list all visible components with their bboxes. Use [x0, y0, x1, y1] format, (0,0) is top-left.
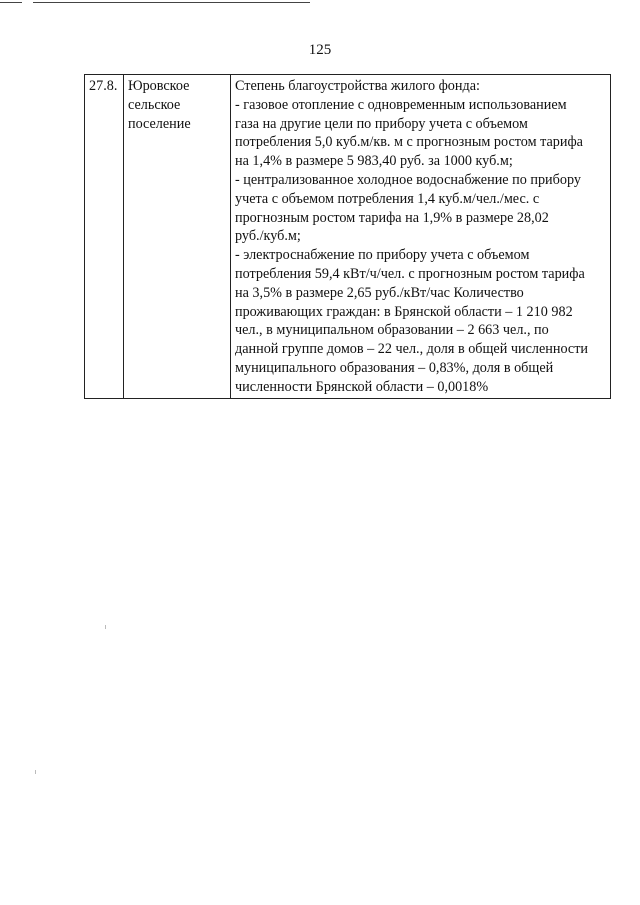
- description-line: муниципального образования – 0,83%, доля в общей: [235, 359, 554, 376]
- description-line: данной группе домов – 22 чел., доля в общей численности: [235, 341, 588, 358]
- description-line: на 3,5% в размере 2,65 руб./кВт/час Количество: [235, 284, 524, 301]
- settlement-name-line: поселение: [128, 115, 191, 132]
- tariff-table: [84, 74, 611, 399]
- settlement-name-line: Юровское: [128, 78, 190, 94]
- description-line: проживающих граждан: в Брянской области – 1 210 982: [235, 303, 573, 320]
- table-row: [85, 75, 611, 399]
- description-line: руб./куб.м;: [235, 228, 301, 245]
- row-number-cell: 27.8.: [85, 75, 124, 399]
- header-rule: [33, 2, 310, 3]
- description-line: потребления 5,0 куб.м/кв. м с прогнозным ростом тарифа: [235, 134, 583, 151]
- description-line: - централизованное холодное водоснабжение по прибору: [235, 171, 581, 188]
- page-number: 125: [308, 42, 332, 58]
- description-cell: [231, 75, 611, 399]
- description-line: - газовое отопление с одновременным использованием: [235, 96, 567, 113]
- settlement-name-cell: [124, 75, 231, 399]
- description-line: Степень благоустройства жилого фонда:: [235, 78, 480, 94]
- description-line: учета с объемом потребления 1,4 куб.м/чел./мес. с: [235, 190, 540, 207]
- settlement-name-line: сельское: [128, 96, 181, 113]
- description-line: газа на другие цели по прибору учета с объемом: [235, 115, 528, 132]
- description-line: потребления 59,4 кВт/ч/чел. с прогнозным ростом тарифа: [235, 265, 585, 282]
- description-line: на 1,4% в размере 5 983,40 руб. за 1000 куб.м;: [235, 153, 513, 170]
- header-rule-short: [0, 2, 22, 3]
- scan-speck: [35, 770, 36, 774]
- description-line: чел., в муниципальном образовании – 2 663 чел., по: [235, 322, 549, 339]
- description-line: - электроснабжение по прибору учета с объемом: [235, 247, 530, 264]
- description-line: численности Брянской области – 0,0018%: [235, 378, 489, 395]
- description-line: прогнозным ростом тарифа на 1,9% в размере 28,02: [235, 209, 549, 226]
- scan-speck: [105, 625, 106, 629]
